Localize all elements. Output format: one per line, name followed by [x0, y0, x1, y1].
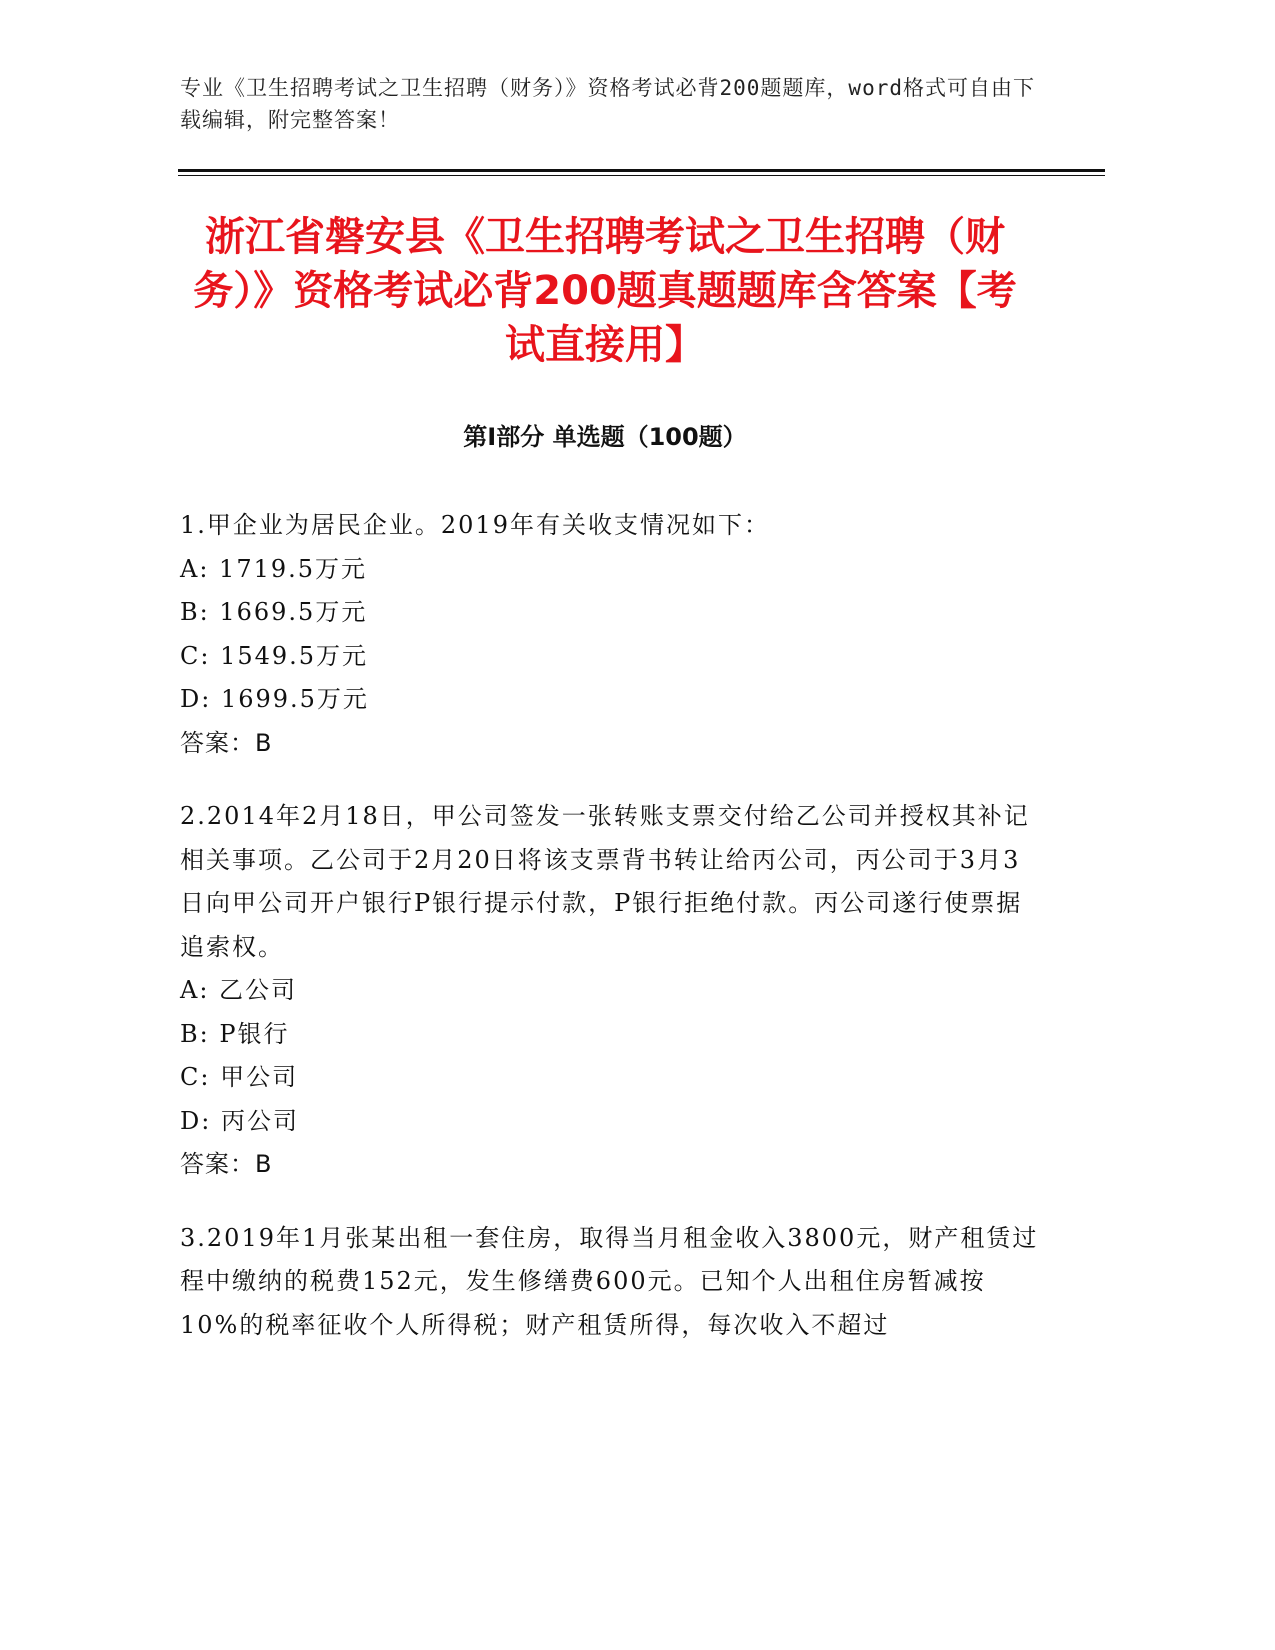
answer-line: 答案：B [180, 1150, 273, 1178]
question-1 [180, 504, 1040, 765]
question-text: 2.2014年2月18日，甲公司签发一张转账支票交付给乙公司并授权其补记相关事项。乙公司于2月20日将该支票背书转让给丙公司，丙公司于3月3日向甲公司开户银行P银行提示付款，P银行拒绝付款。丙公司遂行使票据追索权。 [180, 802, 1030, 961]
option-b: B: 1669.5万元 [180, 598, 368, 626]
document-title: 浙江省磐安县《卫生招聘考试之卫生招聘（财务）》资格考试必背200题真题题库含答案【考试直接用】 [193, 214, 1017, 368]
answer-line: 答案：B [180, 728, 273, 757]
option-a: A: 1719.5万元 [180, 554, 368, 583]
option-c: C: 1549.5万元 [180, 641, 369, 670]
question-3 [180, 1217, 1040, 1348]
option-d: D: 丙公司 [180, 1106, 299, 1135]
header-note: 专业《卫生招聘考试之卫生招聘（财务）》资格考试必背200题题库，word格式可自由下载编辑，附完整答案！ [180, 76, 1035, 132]
question-text: 3.2019年1月张某出租一套住房，取得当月租金收入3800元，财产租赁过程中缴纳的税费152元，发生修缮费600元。已知个人出租住房暂减按10%的税率征收个人所得税；财产租赁所得，每次收入不超过 [180, 1223, 1039, 1339]
section-heading: 第Ⅰ部分 单选题（100题） [463, 423, 747, 451]
header-divider-thin [178, 175, 1105, 176]
option-c: C: 甲公司 [180, 1063, 299, 1091]
question-2 [180, 795, 1040, 1187]
question-list [180, 504, 1040, 1377]
option-d: D: 1699.5万元 [180, 685, 369, 713]
option-a: A: 乙公司 [180, 976, 298, 1004]
question-text: 1.甲企业为居民企业。2019年有关收支情况如下： [180, 511, 770, 539]
header-divider-thick [178, 169, 1105, 172]
option-b: B: P银行 [180, 1019, 290, 1048]
